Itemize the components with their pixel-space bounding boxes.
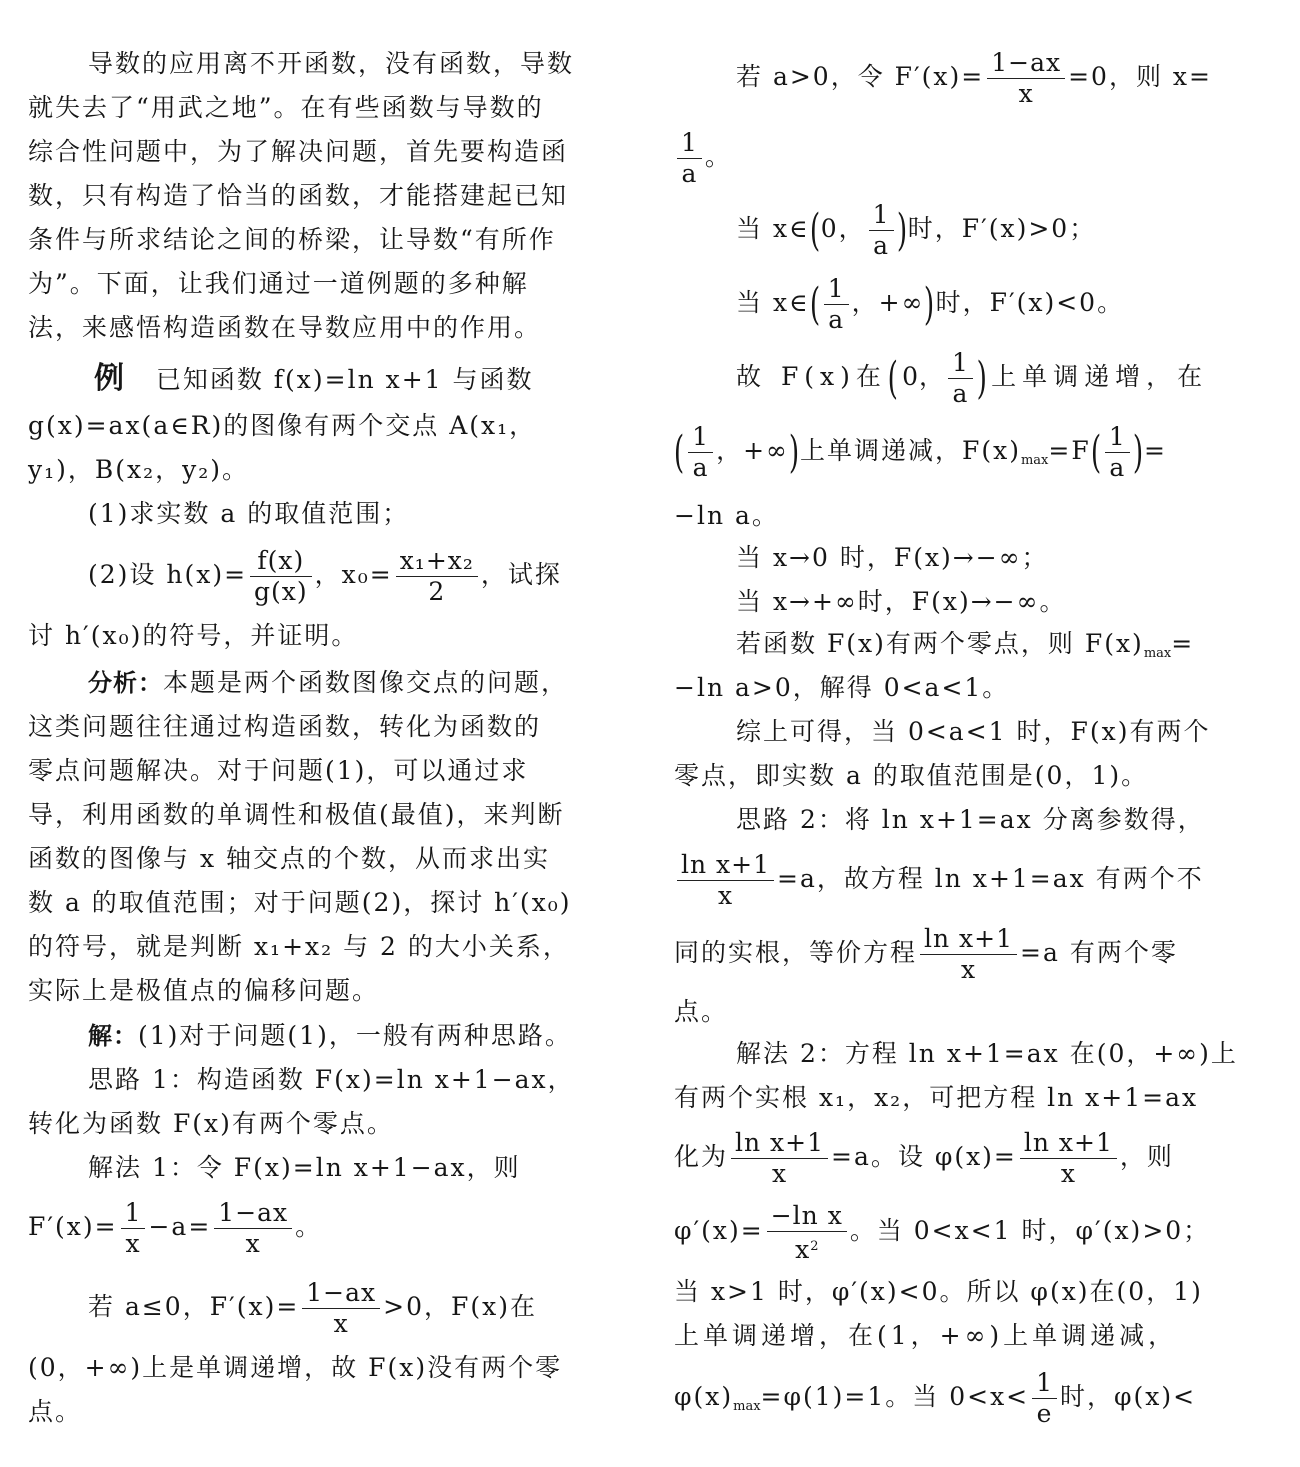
fraction-numerator: ln x+1	[735, 1128, 825, 1157]
text: 当 x∈	[736, 214, 810, 243]
right-line	[736, 628, 1194, 670]
analysis-line: 函数的图像与 x 轴交点的个数，从而求出实	[28, 844, 550, 873]
analysis-line: 实际上是极值点的偏移问题。	[28, 976, 380, 1005]
text: =a。设 φ(x)=	[831, 1142, 1017, 1171]
fraction-numerator: 1−ax	[218, 1198, 289, 1227]
fraction	[767, 1201, 847, 1265]
text: 若函数 F(x)有两个零点，则 F(x)	[736, 629, 1144, 658]
idea-1-line: 思路 1：构造函数 F(x)=ln x+1−ax，	[88, 1065, 575, 1094]
fraction	[920, 924, 1017, 985]
example-line	[94, 363, 534, 396]
fraction	[869, 200, 894, 261]
text: =a，故方程 ln x+1=ax 有两个不	[777, 864, 1204, 893]
fraction	[1020, 1128, 1117, 1189]
fraction-numerator: ln x+1	[924, 924, 1014, 953]
fraction-numerator: 1	[827, 274, 845, 303]
fraction	[987, 48, 1065, 109]
fraction-numerator: 1	[1108, 422, 1126, 451]
right-line	[674, 420, 1167, 492]
text: 若 a>0，令 F′(x)=	[736, 62, 985, 91]
text: ，+∞	[851, 288, 925, 317]
solution-label: 解：	[88, 1022, 138, 1050]
fraction	[1105, 422, 1130, 483]
superscript: 2	[810, 1238, 819, 1254]
analysis-line: 的符号，就是判断 x₁+x₂ 与 2 的大小关系，	[28, 932, 570, 961]
text: 故 F(x)在	[736, 362, 887, 391]
fraction	[677, 128, 702, 189]
fraction-denominator: x	[214, 1228, 292, 1259]
question-2	[88, 544, 562, 607]
example-label: 例	[94, 361, 126, 396]
fraction-numerator: ln x+1	[681, 850, 770, 879]
big-paren: )	[1132, 426, 1145, 478]
fraction-numerator: x₁+x₂	[399, 546, 474, 575]
solution-line	[88, 1020, 572, 1052]
fraction	[302, 1278, 380, 1339]
big-paren: )	[924, 278, 936, 330]
text: =a 有两个零	[1020, 938, 1178, 967]
intro-line: 法，来感悟构造函数在导数应用中的作用。	[28, 313, 542, 342]
fraction-numerator: 1−ax	[991, 48, 1062, 77]
text: =F	[1048, 436, 1091, 465]
fraction-numerator: 1−ax	[306, 1278, 377, 1307]
fraction-denominator: x	[987, 78, 1065, 109]
question-2-cont: 讨 h′(x₀)的符号，并证明。	[28, 621, 359, 650]
fraction	[731, 1128, 828, 1189]
subscript: max	[1020, 453, 1049, 468]
case-a-line: (0，+∞)上是单调递增，故 F(x)没有两个零	[28, 1353, 563, 1382]
text: 。	[704, 142, 732, 171]
deriv-mid: −a=	[148, 1212, 212, 1241]
fraction	[250, 546, 312, 607]
right-line	[736, 272, 1124, 335]
text: =φ(1)=1。当 0<x<	[760, 1382, 1030, 1411]
fraction-denominator: a	[824, 304, 849, 335]
fraction-denominator: a	[677, 158, 702, 189]
fraction-denominator: x	[731, 1158, 828, 1189]
right-line	[674, 126, 732, 189]
big-paren: )	[976, 352, 991, 404]
method-1-line: 解法 1：令 F(x)=ln x+1−ax，则	[88, 1153, 521, 1182]
intro-line: 就失去了“用武之地”。在有些函数与导数的	[28, 93, 544, 122]
right-line: 零点，即实数 a 的取值范围是(0，1)。	[674, 761, 1149, 790]
right-line	[736, 198, 1096, 261]
fraction-numerator: 1	[692, 422, 710, 451]
right-line: 综上可得，当 0<a<1 时，F(x)有两个	[736, 717, 1211, 746]
text: 时，F′(x)<0。	[935, 288, 1125, 317]
deriv-suffix: 。	[295, 1212, 323, 1241]
text: φ(x)	[674, 1382, 734, 1411]
text: 同的实根，等价方程	[674, 938, 918, 967]
fraction	[948, 348, 973, 409]
subscript: max	[733, 1399, 761, 1414]
right-line	[674, 1200, 1210, 1265]
case-a-line: 点。	[28, 1397, 83, 1426]
fraction-denominator: a	[688, 452, 713, 483]
text: φ′(x)=	[674, 1216, 764, 1245]
fraction-denominator: x	[302, 1308, 380, 1339]
fraction	[824, 274, 849, 335]
case-a-prefix: 若 a≤0，F′(x)=	[88, 1292, 300, 1321]
fraction-numerator: f(x)	[257, 546, 305, 575]
right-line	[674, 922, 1178, 985]
text: 时，φ(x)<	[1060, 1382, 1197, 1411]
fraction-denominator: x	[677, 880, 774, 911]
right-line: 思路 2：将 ln x+1=ax 分离参数得，	[736, 805, 1205, 834]
right-line	[736, 46, 1212, 109]
right-line	[674, 848, 1204, 911]
text: 时，F′(x)>0；	[907, 214, 1097, 243]
right-line: 当 x→+∞时，F(x)→−∞。	[736, 587, 1067, 616]
analysis-line: 这类问题往往通过构造函数，转化为函数的	[28, 712, 542, 741]
right-line: 当 x>1 时，φ′(x)<0。所以 φ(x)在(0，1)	[674, 1277, 1203, 1306]
intro-line: 综合性问题中，为了解决问题，首先要构造函	[28, 137, 569, 166]
right-line: 当 x→0 时，F(x)→−∞；	[736, 543, 1049, 572]
case-a-line	[88, 1276, 537, 1339]
fraction-numerator: 1	[872, 200, 890, 229]
analysis-label: 分析：	[88, 669, 163, 697]
text: 。当 0<x<1 时，φ′(x)>0；	[849, 1216, 1211, 1245]
analysis-line	[88, 667, 568, 699]
text: 上单调递减，F(x)	[800, 436, 1021, 465]
right-line	[674, 1366, 1196, 1438]
q2-mid: ，x₀=	[314, 560, 393, 589]
fraction-denominator: x	[1020, 1158, 1117, 1189]
text: 上单调递增，在	[991, 362, 1209, 391]
fraction	[121, 1198, 146, 1259]
analysis-line: 数 a 的取值范围；对于问题(2)，探讨 h′(x₀)	[28, 888, 572, 917]
example-text: 已知函数 f(x)=ln x+1 与函数	[155, 365, 534, 394]
analysis-line: 零点问题解决。对于问题(1)，可以通过求	[28, 756, 529, 785]
fraction-denominator: a	[869, 230, 894, 261]
big-paren: )	[896, 204, 908, 256]
fraction-denominator: 2	[396, 576, 478, 607]
q2-prefix: (2)设 h(x)=	[88, 560, 248, 589]
fraction-denominator: x	[920, 954, 1017, 985]
fraction-denominator	[767, 1231, 847, 1265]
intro-line: 数，只有构造了恰当的函数，才能搭建起已知	[28, 181, 569, 210]
deriv-prefix: F′(x)=	[28, 1212, 118, 1241]
fraction-denominator: g(x)	[250, 576, 312, 607]
fraction-denominator: a	[948, 378, 973, 409]
text: =0，则 x=	[1068, 62, 1212, 91]
intro-line: 导数的应用离不开函数，没有函数，导数	[88, 49, 575, 78]
case-a-suffix: >0，F(x)在	[383, 1292, 537, 1321]
text: =	[1171, 629, 1195, 658]
right-line	[674, 1126, 1174, 1189]
right-line: 点。	[674, 997, 729, 1026]
example-line: g(x)=ax(a∈R)的图像有两个交点 A(x₁，	[28, 411, 537, 440]
right-line: 有两个实根 x₁，x₂，可把方程 ln x+1=ax	[674, 1083, 1199, 1112]
idea-1-line: 转化为函数 F(x)有两个零点。	[28, 1109, 394, 1138]
text: 0，	[820, 214, 866, 243]
text: 0，	[902, 362, 945, 391]
fraction-numerator: 1	[681, 128, 698, 157]
big-paren: (	[1090, 426, 1103, 478]
solution-text: (1)对于问题(1)，一般有两种思路。	[138, 1021, 572, 1050]
fraction	[214, 1198, 292, 1259]
example-line: y₁)，B(x₂，y₂)。	[28, 455, 250, 484]
right-line: 解法 2：方程 ln x+1=ax 在(0，+∞)上	[736, 1039, 1238, 1068]
text: 化为	[674, 1142, 729, 1171]
right-line: 上单调递增，在(1，+∞)上单调递减，	[674, 1321, 1178, 1350]
fraction-denominator: a	[1105, 452, 1130, 483]
fraction-numerator: ln x+1	[1023, 1128, 1113, 1157]
text: ，则	[1119, 1142, 1174, 1171]
fraction	[677, 850, 774, 911]
right-line	[736, 346, 1208, 409]
denominator-base: x	[795, 1234, 811, 1264]
text: ，+∞	[716, 436, 789, 465]
fraction-denominator: e	[1032, 1398, 1057, 1429]
fraction-numerator: 1	[1036, 1368, 1054, 1397]
question-1: (1)求实数 a 的取值范围；	[88, 499, 410, 528]
q2-suffix: ，试探	[480, 560, 562, 589]
big-paren: (	[809, 204, 821, 256]
right-line: −ln a>0，解得 0<a<1。	[674, 673, 1010, 702]
right-line: −ln a。	[674, 501, 779, 530]
analysis-text: 本题是两个函数图像交点的问题，	[163, 668, 569, 697]
intro-line: 条件与所求结论之间的桥梁，让导数“有所作	[28, 225, 556, 254]
big-paren: (	[887, 352, 902, 404]
fraction	[688, 422, 713, 483]
intro-line: 为”。下面，让我们通过一道例题的多种解	[28, 269, 529, 298]
big-paren: )	[788, 426, 801, 478]
derivative-line	[28, 1196, 322, 1259]
big-paren: (	[809, 278, 821, 330]
fraction	[396, 546, 478, 607]
fraction-denominator: x	[121, 1228, 146, 1259]
text: =	[1143, 436, 1167, 465]
fraction-numerator: −ln x	[770, 1200, 843, 1230]
fraction	[1032, 1368, 1057, 1429]
analysis-line: 导，利用函数的单调性和极值(最值)，来判断	[28, 800, 565, 829]
subscript: max	[1143, 646, 1172, 661]
fraction-numerator: 1	[124, 1198, 142, 1227]
fraction-numerator: 1	[951, 348, 969, 377]
big-paren: (	[673, 426, 686, 478]
text: 当 x∈	[736, 288, 810, 317]
